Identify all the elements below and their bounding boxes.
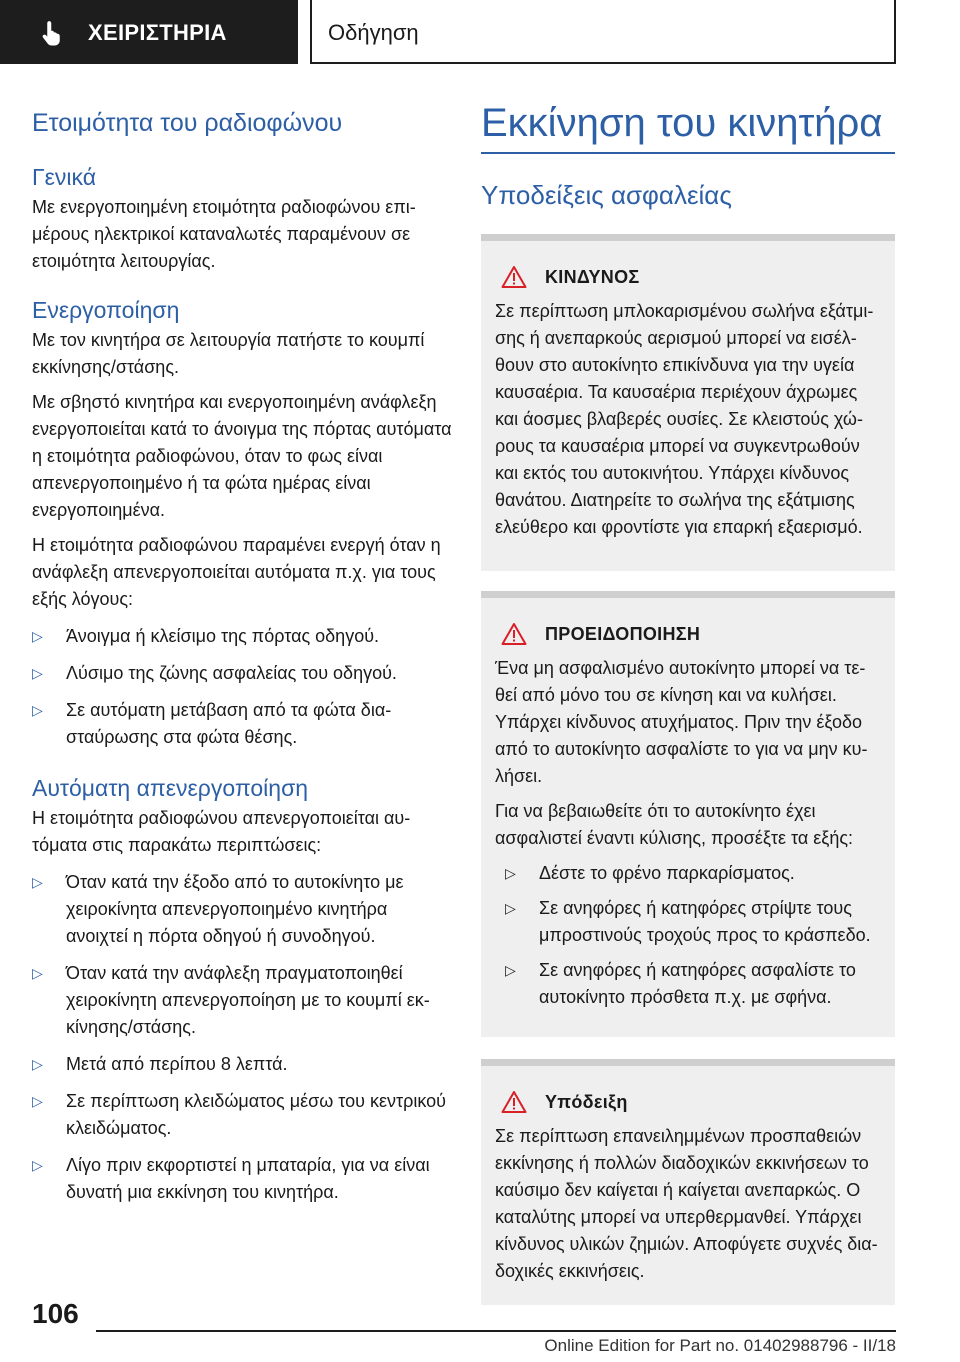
warning-box [481,591,895,1037]
heading-activation: Ενεργοποίηση [32,297,180,323]
list-item [32,869,452,950]
danger-title: ΚΙΝΔΥΝΟΣ [545,266,640,287]
list-item [495,895,881,949]
danger-text: Σε περίπτωση μπλοκαρισμένου σωλήνα εξάτμισης ή ανεπαρκούς αερισμού μπορεί να εισέλθουν στο αυτοκίνητο επικίνδυνα για την υγεία καυσαέρια. Τα καυσαέρια περιέχουν άχρωμες και άοσμες βλαβερές ουσίες. Σε κλειστούς χώρους τα καυσαέρια μπορεί να συγκεντρωθούν και εκτός του αυτοκινήτου. Υπάρχει κίνδυνος θανάτου. Διατηρείτε το σωλήνα της εξάτμισης ελεύθερο και φροντίστε για επαρκή εξαερισμό. [495,301,874,537]
activation-paragraph-3: Η ετοιμότητα ραδιοφώνου παραμένει ενεργή όταν η ανάφλεξη απενεργοποιείται αυτόματα π.χ. για τους εξής λόγους: [32,535,441,609]
warning-paragraph-2: Για να βεβαιωθείτε ότι το αυτοκίνητο έχει ασφαλιστεί έναντι κύλισης, προσέξτε τα εξής: [495,801,854,848]
list-item [32,697,452,751]
bullet-triangle-icon: ▷ [32,1093,43,1109]
heading-automatic-deactivation: Αυτόματη απενεργοποίηση [32,775,309,801]
bullet-triangle-icon: ▷ [32,702,43,718]
box-divider [481,234,895,241]
list-item-text: Λύσιμο της ζώνης ασφαλείας του οδηγού. [66,663,397,683]
bullet-triangle-icon: ▷ [32,965,43,981]
hand-pointer-icon [38,18,68,48]
notice-title: Υπόδειξη [545,1091,628,1112]
header-section-label: ΧΕΙΡΙΣΤΗΡΙΑ [88,20,227,45]
footer-divider [96,1330,896,1332]
box-divider [481,591,895,598]
header-section-tab[interactable] [0,0,298,64]
warning-triangle-icon [501,622,527,646]
warning-header [495,591,881,655]
list-item-text: Σε αυτόματη μετάβαση από τα φώτα διασταύρωσης στα φώτα θέσης. [66,700,392,747]
list-item-text: Δέστε το φρένο παρκαρίσματος. [539,863,795,883]
list-item-text: Σε ανηφόρες ή κατηφόρες ασφαλίστε το αυτοκίνητο πρόσθετα π.χ. με σφήνα. [539,960,856,1007]
box-divider [481,1059,895,1066]
bullet-triangle-icon: ▷ [32,874,43,890]
list-item-text: Σε περίπτωση κλειδώματος μέσω του κεντρικού κλειδώματος. [66,1091,446,1138]
list-item [495,860,881,887]
warning-title: ΠΡΟΕΙΔΟΠΟΙΗΣΗ [545,623,701,644]
notice-box [481,1059,895,1305]
notice-text: Σε περίπτωση επανειλημμένων προσπαθειών εκκίνησης ή πολλών διαδοχικών εκκινήσεων το καύσιμο δεν καίγεται ή καίγεται ανεπαρκώς. Ο καταλύτης μπορεί να υπερθερμανθεί. Υπάρχει κίνδυνος υλικών ζημιών. Αποφύγετε συχνές διαδοχικές εκκινήσεις. [495,1126,878,1281]
bullet-triangle-icon: ▷ [32,665,43,681]
list-item [32,623,452,650]
danger-box [481,234,895,571]
header-chapter-label: Οδήγηση [328,20,419,45]
left-column [32,100,452,1206]
page-number: 106 [32,1298,79,1329]
list-item-text: Σε ανηφόρες ή κατηφόρες στρίψτε τους μπροστινούς τροχούς προς το κράσπεδο. [539,898,871,945]
section-title-radio-readiness: Ετοιμότητα του ραδιοφώνου [32,109,343,137]
warning-triangle-icon [501,1090,527,1114]
header-chapter-box[interactable] [310,0,896,64]
bullet-triangle-icon: ▷ [32,1157,43,1173]
heading-general: Γενικά [32,164,97,190]
list-item [32,660,452,687]
bullet-triangle-icon: ▷ [32,1056,43,1072]
bullet-triangle-icon: ▷ [505,962,516,978]
list-item [32,1088,452,1142]
warning-triangle-icon [501,265,527,289]
heading-safety-notes: Υποδείξεις ασφαλείας [481,180,732,210]
list-item-text: Όταν κατά την έξοδο από το αυτοκίνητο με χειροκίνητα απενεργοποιημένο κινητήρα ανοιχτεί η πόρτα οδηγού ή συνοδηγού. [66,872,404,946]
danger-header [495,234,881,298]
list-item-text: Άνοιγμα ή κλείσιμο της πόρτας οδηγού. [66,626,380,646]
right-column [481,100,895,1305]
list-item [495,957,881,1011]
footer-edition-text: Online Edition for Part no. 01402988796 - II/18 [544,1336,896,1355]
bullet-triangle-icon: ▷ [32,628,43,644]
chapter-title-engine-start: Εκκίνηση του κινητήρα [481,100,895,154]
list-item [32,1152,452,1206]
auto-off-paragraph: Η ετοιμότητα ραδιοφώνου απενεργοποιείται αυτόματα στις παρακάτω περιπτώσεις: [32,808,411,855]
list-item-text: Λίγο πριν εκφορτιστεί η μπαταρία, για να είναι δυνατή μια εκκίνηση του κινητήρα. [66,1155,430,1202]
list-item [32,960,452,1041]
list-item-text: Όταν κατά την ανάφλεξη πραγματοποιηθεί χειροκίνητη απενεργοποίηση με το κουμπί εκκίνησης/στάσης. [66,963,430,1037]
notice-header [495,1059,881,1123]
activation-paragraph-1: Με τον κινητήρα σε λειτουργία πατήστε το κουμπί εκκίνησης/στάσης. [32,330,425,377]
list-item [32,1051,452,1078]
bullet-triangle-icon: ▷ [505,900,516,916]
list-item-text: Μετά από περίπου 8 λεπτά. [66,1054,288,1074]
general-text: Με ενεργοποιημένη ετοιμότητα ραδιοφώνου επιμέρους ηλεκτρικοί καταναλωτές παραμένουν σε ετοιμότητα λειτουργίας. [32,197,416,271]
activation-paragraph-2: Με σβηστό κινητήρα και ενεργοποιημένη ανάφλεξη ενεργοποιείται κατά το άνοιγμα της πόρτας αυτόματα η ετοιμότητα ραδιοφώνου, όταν το φως είναι απενεργοποιημένο ή τα φώτα ημέρας είναι ενεργοποιημένα. [32,392,452,520]
warning-paragraph-1: Ένα μη ασφαλισμένο αυτοκίνητο μπορεί να τεθεί από μόνο του σε κίνηση και να κυλήσει. Υπάρχει κίνδυνος ατυχήματος. Πριν την έξοδο από το αυτοκίνητο ασφαλίστε το για να μην κυλήσει. [495,658,868,786]
bullet-triangle-icon: ▷ [505,865,516,881]
